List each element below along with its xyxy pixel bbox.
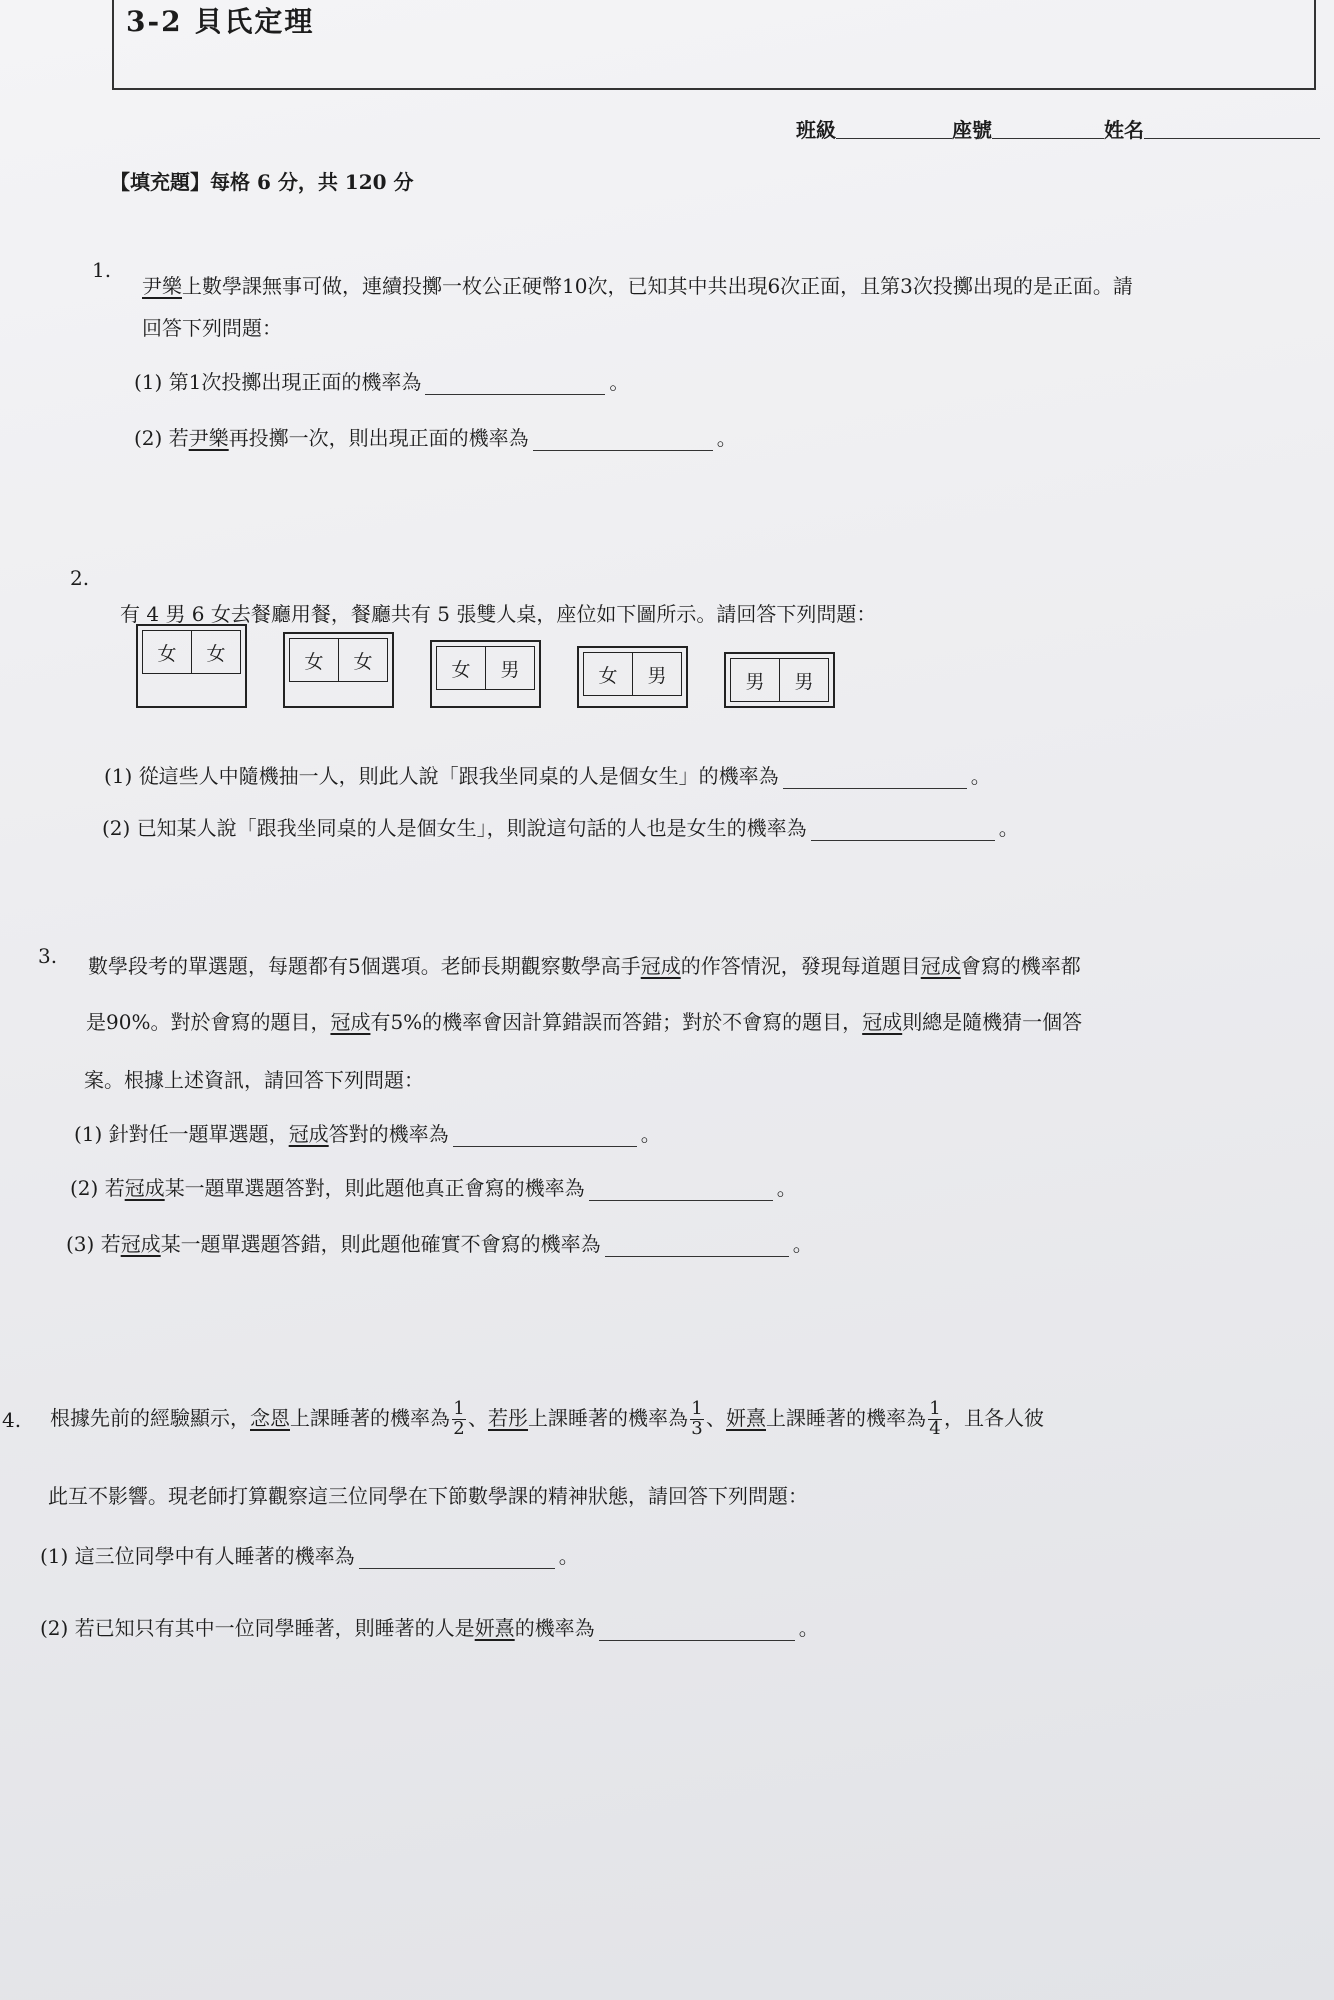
q4-1-answer-blank[interactable] (359, 1546, 555, 1569)
q3-1-answer-blank[interactable] (453, 1124, 637, 1147)
fraction-one-quarter (928, 1400, 942, 1439)
q3-sub-1 (74, 1118, 661, 1147)
q3-text-f: 則總是隨機猜一個答 (902, 1010, 1083, 1034)
q2-sub-2 (102, 812, 1019, 841)
q2-number: 2. (70, 566, 90, 590)
q2-sub-2-text: (2) 已知某人說「跟我坐同桌的人是個女生」，則說這句話的人也是女生的機率為 (102, 816, 807, 840)
q3-line-2 (86, 1006, 1082, 1035)
denominator: 3 (691, 1417, 703, 1439)
seat-blank[interactable] (992, 114, 1104, 139)
q1-text: 上數學課無事可做，連續投擲一枚公正硬幣10次，已知其中共出現6次正面，且第3次投擲出現的是正面。請 (182, 274, 1133, 298)
q1-sub-2-text: 再投擲一次，則出現正面的機率為 (228, 426, 529, 450)
table-4 (577, 646, 688, 708)
q4-sub-2-pre: (2) 若已知只有其中一位同學睡著，則睡著的人是 (40, 1616, 475, 1640)
q4-sub-1-text: (1) 這三位同學中有人睡著的機率為 (40, 1544, 355, 1568)
seat: 男 (633, 652, 682, 696)
seat: 女 (436, 646, 486, 690)
q4-name-2: 若彤 (488, 1405, 528, 1430)
seat: 女 (142, 630, 192, 674)
q2-1-answer-blank[interactable] (783, 766, 967, 789)
q1-sub-2-pre: (2) 若 (134, 426, 189, 450)
q3-3-answer-blank[interactable] (605, 1234, 789, 1257)
q1-2-answer-blank[interactable] (533, 428, 713, 451)
q3-name: 冠成 (330, 1010, 371, 1034)
q3-text-a: 數學段考的單選題，每題都有5個選項。老師長期觀察數學高手 (88, 954, 641, 978)
q1-1-answer-blank[interactable] (425, 372, 605, 395)
q3-sub-2-pre: (2) 若 (70, 1176, 125, 1200)
q1-number: 1. (92, 258, 112, 282)
q1-sub-2 (134, 422, 737, 451)
title-box (112, 0, 1316, 90)
q1-sub-1 (134, 366, 629, 395)
class-blank[interactable] (836, 114, 952, 139)
q4-name-1: 念恩 (250, 1405, 290, 1430)
seat: 男 (730, 658, 780, 702)
q3-name: 冠成 (288, 1122, 329, 1146)
seat: 男 (780, 658, 829, 702)
q4-text-g: ，且各人彼 (944, 1405, 1044, 1430)
student-info (796, 114, 1320, 143)
fraction-one-third (690, 1400, 704, 1439)
q3-sub-3 (66, 1228, 813, 1257)
q3-sub-3-period: 。 (792, 1232, 813, 1256)
q3-sub-1-pre: (1) 針對任一題單選題， (74, 1122, 289, 1146)
table-1 (136, 624, 247, 708)
q3-text-b: 的作答情況，發現每道題目 (680, 954, 921, 978)
q3-text-d: 是90%。對於會寫的題目， (86, 1010, 331, 1034)
class-label: 班級 (796, 118, 836, 142)
seat: 女 (192, 630, 241, 674)
q4-sub-1 (40, 1540, 579, 1569)
fraction-one-half (452, 1400, 466, 1439)
q1-sub-2-period: 。 (716, 426, 737, 450)
q3-sub-3-pre: (3) 若 (66, 1232, 121, 1256)
seat: 女 (289, 638, 339, 682)
q2-2-answer-blank[interactable] (811, 818, 995, 841)
section-label: 【填充題】每格 6 分，共 120 分 (110, 170, 414, 194)
table-5 (724, 652, 835, 708)
numerator: 1 (453, 1398, 465, 1419)
table-2 (283, 632, 394, 708)
q1-sub-2-name: 尹樂 (188, 426, 229, 450)
q3-name: 冠成 (120, 1232, 161, 1256)
q3-name: 冠成 (640, 954, 681, 978)
q3-text-c: 會寫的機率都 (960, 954, 1081, 978)
q4-sub-2-name: 妍熹 (474, 1616, 515, 1640)
q4-sub-2-period: 。 (798, 1616, 819, 1640)
q3-line-1 (88, 950, 1081, 979)
denominator: 4 (929, 1417, 941, 1439)
q3-sub-2-period: 。 (776, 1176, 797, 1200)
q1-sub-1-period: 。 (609, 370, 630, 394)
q1-line-1 (142, 270, 1133, 299)
q4-2-answer-blank[interactable] (599, 1618, 795, 1641)
q1-student-name: 尹樂 (142, 274, 182, 298)
seat-label: 座號 (952, 118, 992, 142)
denominator: 2 (453, 1417, 465, 1439)
q3-line-3: 案。根據上述資訊，請回答下列問題： (84, 1068, 424, 1092)
q2-sub-2-period: 。 (998, 816, 1019, 840)
seat: 女 (339, 638, 388, 682)
q4-text-a: 根據先前的經驗顯示， (50, 1405, 250, 1430)
q1-sub-1-text: (1) 第1次投擲出現正面的機率為 (134, 370, 422, 394)
name-label: 姓名 (1104, 118, 1144, 142)
q3-2-answer-blank[interactable] (589, 1178, 773, 1201)
q3-sub-2-text: 某一題單選題答對，則此題他真正會寫的機率為 (164, 1176, 585, 1200)
numerator: 1 (929, 1398, 941, 1419)
q4-text-d: 上課睡著的機率為 (528, 1405, 688, 1430)
q4-sub-2-text: 的機率為 (514, 1616, 595, 1640)
q3-text-e: 有5%的機率會因計算錯誤而答錯；對於不會寫的題目， (370, 1010, 863, 1034)
q2-sub-1-period: 。 (970, 764, 991, 788)
q3-sub-1-period: 。 (640, 1122, 661, 1146)
table-3 (430, 640, 541, 708)
q3-name: 冠成 (862, 1010, 903, 1034)
name-blank[interactable] (1144, 114, 1320, 139)
q4-sep: 、 (468, 1405, 488, 1430)
q4-line-1 (50, 1400, 1044, 1439)
q4-sub-1-period: 。 (558, 1544, 579, 1568)
q3-name: 冠成 (124, 1176, 165, 1200)
q3-number: 3. (38, 944, 58, 968)
q2-sub-1-text: (1) 從這些人中隨機抽一人，則此人說「跟我坐同桌的人是個女生」的機率為 (104, 764, 779, 788)
q2-sub-1 (104, 760, 991, 789)
q4-text-f: 上課睡著的機率為 (766, 1405, 926, 1430)
q2-text: 有 4 男 6 女去餐廳用餐，餐廳共有 5 張雙人桌，座位如下圖所示。請回答下列問題： (120, 602, 877, 626)
q1-line-2: 回答下列問題： (142, 316, 282, 340)
seating-diagram (136, 624, 835, 708)
q3-sub-2 (70, 1172, 797, 1201)
q3-sub-1-text: 答對的機率為 (328, 1122, 449, 1146)
q4-name-3: 妍熹 (726, 1405, 766, 1430)
q4-text-b: 上課睡著的機率為 (290, 1405, 450, 1430)
q3-sub-3-text: 某一題單選題答錯，則此題他確實不會寫的機率為 (160, 1232, 601, 1256)
q4-number: 4. (2, 1408, 22, 1432)
seat: 男 (486, 646, 535, 690)
numerator: 1 (691, 1398, 703, 1419)
q4-sep: 、 (706, 1405, 726, 1430)
seat: 女 (583, 652, 633, 696)
q4-sub-2 (40, 1612, 819, 1641)
page-title: 3-2 貝氏定理 (126, 5, 315, 38)
q4-line-2: 此互不影響。現老師打算觀察這三位同學在下節數學課的精神狀態，請回答下列問題： (48, 1484, 808, 1508)
q3-name: 冠成 (920, 954, 961, 978)
